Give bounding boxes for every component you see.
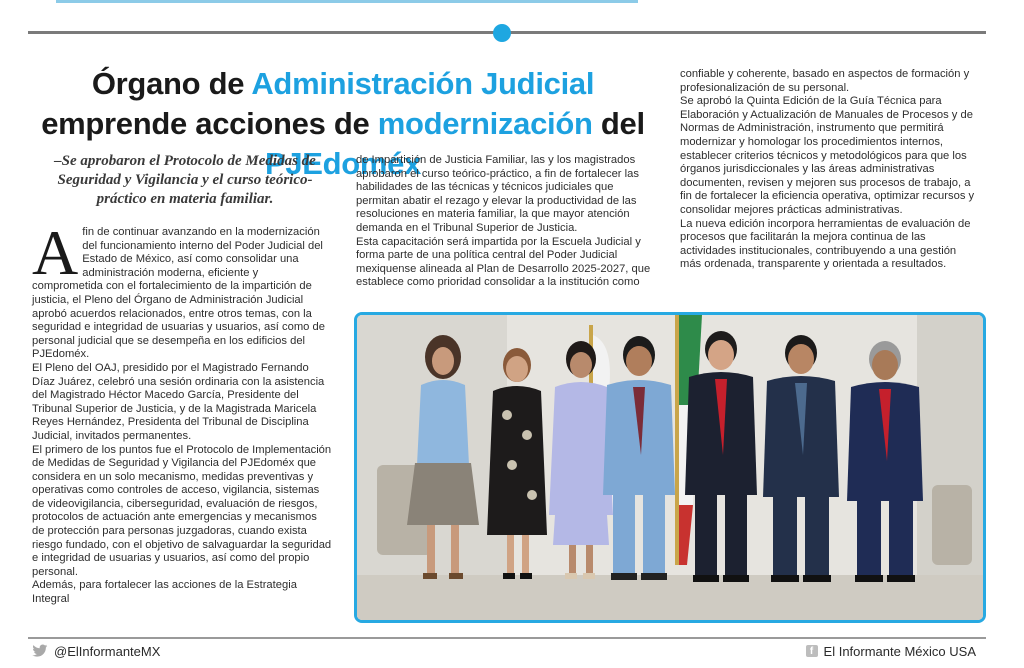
footer-twitter[interactable] (32, 642, 160, 660)
facebook-icon: f (806, 645, 818, 657)
group-photo (354, 312, 986, 623)
paragraph: Esta capacitación será impartida por la Escuela Judicial y forma parte de una política central del Poder Judicial mexiquense alineada al Plan de Desarrollo 2025-2027, que establece como prioridad consolidar a la institución como (356, 235, 651, 289)
facebook-page-name: El Informante México USA (823, 643, 976, 659)
paragraph: confiable y coherente, basado en aspectos de formación y profesionalización de su personal. (680, 68, 970, 94)
header-dot (493, 24, 511, 42)
article-subhead: –Se aprobaron el Protocolo de Medidas de Seguridad y Vigilancia y el curso teórico-práctico en materia familiar. (54, 153, 316, 207)
paragraph-text: fin de continuar avanzando en la modernización del funcionamiento interno del Poder Judicial del Estado de México, así como consolidar una administración moderna, eficiente y comprometida con el fortalecimiento de la impartición de justicia, el Pleno del Órgano de Administración Judicial aprobó acuerdos relacionados, entre otros temas, con la seguridad e integridad de usuarias y usuarios, así como de personal judicial que se desempeña en los edificios del PJEdoméx. (32, 226, 325, 361)
headline-accent: PJEdoméx (264, 146, 422, 181)
paragraph: El primero de los puntos fue el Protocolo de Implementación de Medidas de Seguridad y Vigilancia del PJEdoméx que considera en un solo mecanismo, medidas preventivas y operativas como controles de acceso, vigilancia, sistemas de videovigilancia, ciberseguridad, evaluación de riesgos, protocolos de actuación ante emergencias y mecanismos de protección para personas juzgadoras, cuando exista riesgo fundado, con el objetivo de salvaguardar la seguridad e integridad de usuarias y usuarios, así como del propio personal. (32, 443, 332, 578)
paragraph: Se aprobó la Quinta Edición de la Guía Técnica para Elaboración y Actualización de Manuales de Procesos y de Normas de Administración, instrumento que permitirá modernizar y homologar los procedimientos internos, establecer criterios técnicos y metodológicos para que los órganos jurisdiccionales y las áreas administrativas documenten, revisen y mejoren sus procesos de trabajo, a fin de fortalecer la eficiencia operativa, optimizar recursos y consolidar mejores prácticas administrativas. (680, 95, 975, 216)
drop-cap: A (32, 217, 79, 288)
paragraph: La nueva edición incorpora herramientas de evaluación de procesos que facilitarán la mejora continua de las actividades institucionales, contribuyendo a una gestión más ordenada, transparente y orientada a resultados. (680, 217, 971, 271)
headline-part: emprende acciones de (41, 106, 378, 141)
headline-accent: Administración Judicial (251, 66, 595, 101)
headline-part: del (592, 106, 645, 141)
paragraph: El Pleno del OAJ, presidido por el Magistrado Fernando Díaz Juárez, celebró una sesión ordinaria con la asistencia del Magistrado Héctor Macedo García, Presidente del Tribunal Superior de Justicia, y de la Magistrada Maricela Reyes Hernández, Presidenta del Tribunal de Disciplina Judicial, invitados permanentes. (32, 361, 325, 442)
footer-rule (28, 637, 986, 639)
twitter-handle: @ElInformanteMX (54, 643, 161, 659)
article-column-2 (356, 154, 652, 290)
article-column-1 (32, 217, 332, 607)
paragraph: Además, para fortalecer las acciones de la Estrategia Integral (32, 579, 297, 606)
headline-part: Órgano de (91, 66, 252, 101)
footer-facebook[interactable] (806, 642, 976, 660)
twitter-bird-icon (32, 644, 48, 658)
paragraph (32, 217, 332, 362)
article-column-3 (680, 68, 980, 272)
headline-accent: modernización (377, 106, 593, 141)
top-accent-bar (56, 0, 638, 3)
group-photo-illustration (357, 315, 983, 620)
paragraph: de Impartición de Justicia Familiar, las y los magistrados aprobaron el curso teórico-práctico, a fin de fortalecer las habilidades de las técnicas y técnicos judiciales que permitan abatir el rezago y elevar la productividad de las resoluciones en materia familiar, la que mayor atención demanda en el Tribunal Superior de Justicia. (356, 154, 639, 234)
